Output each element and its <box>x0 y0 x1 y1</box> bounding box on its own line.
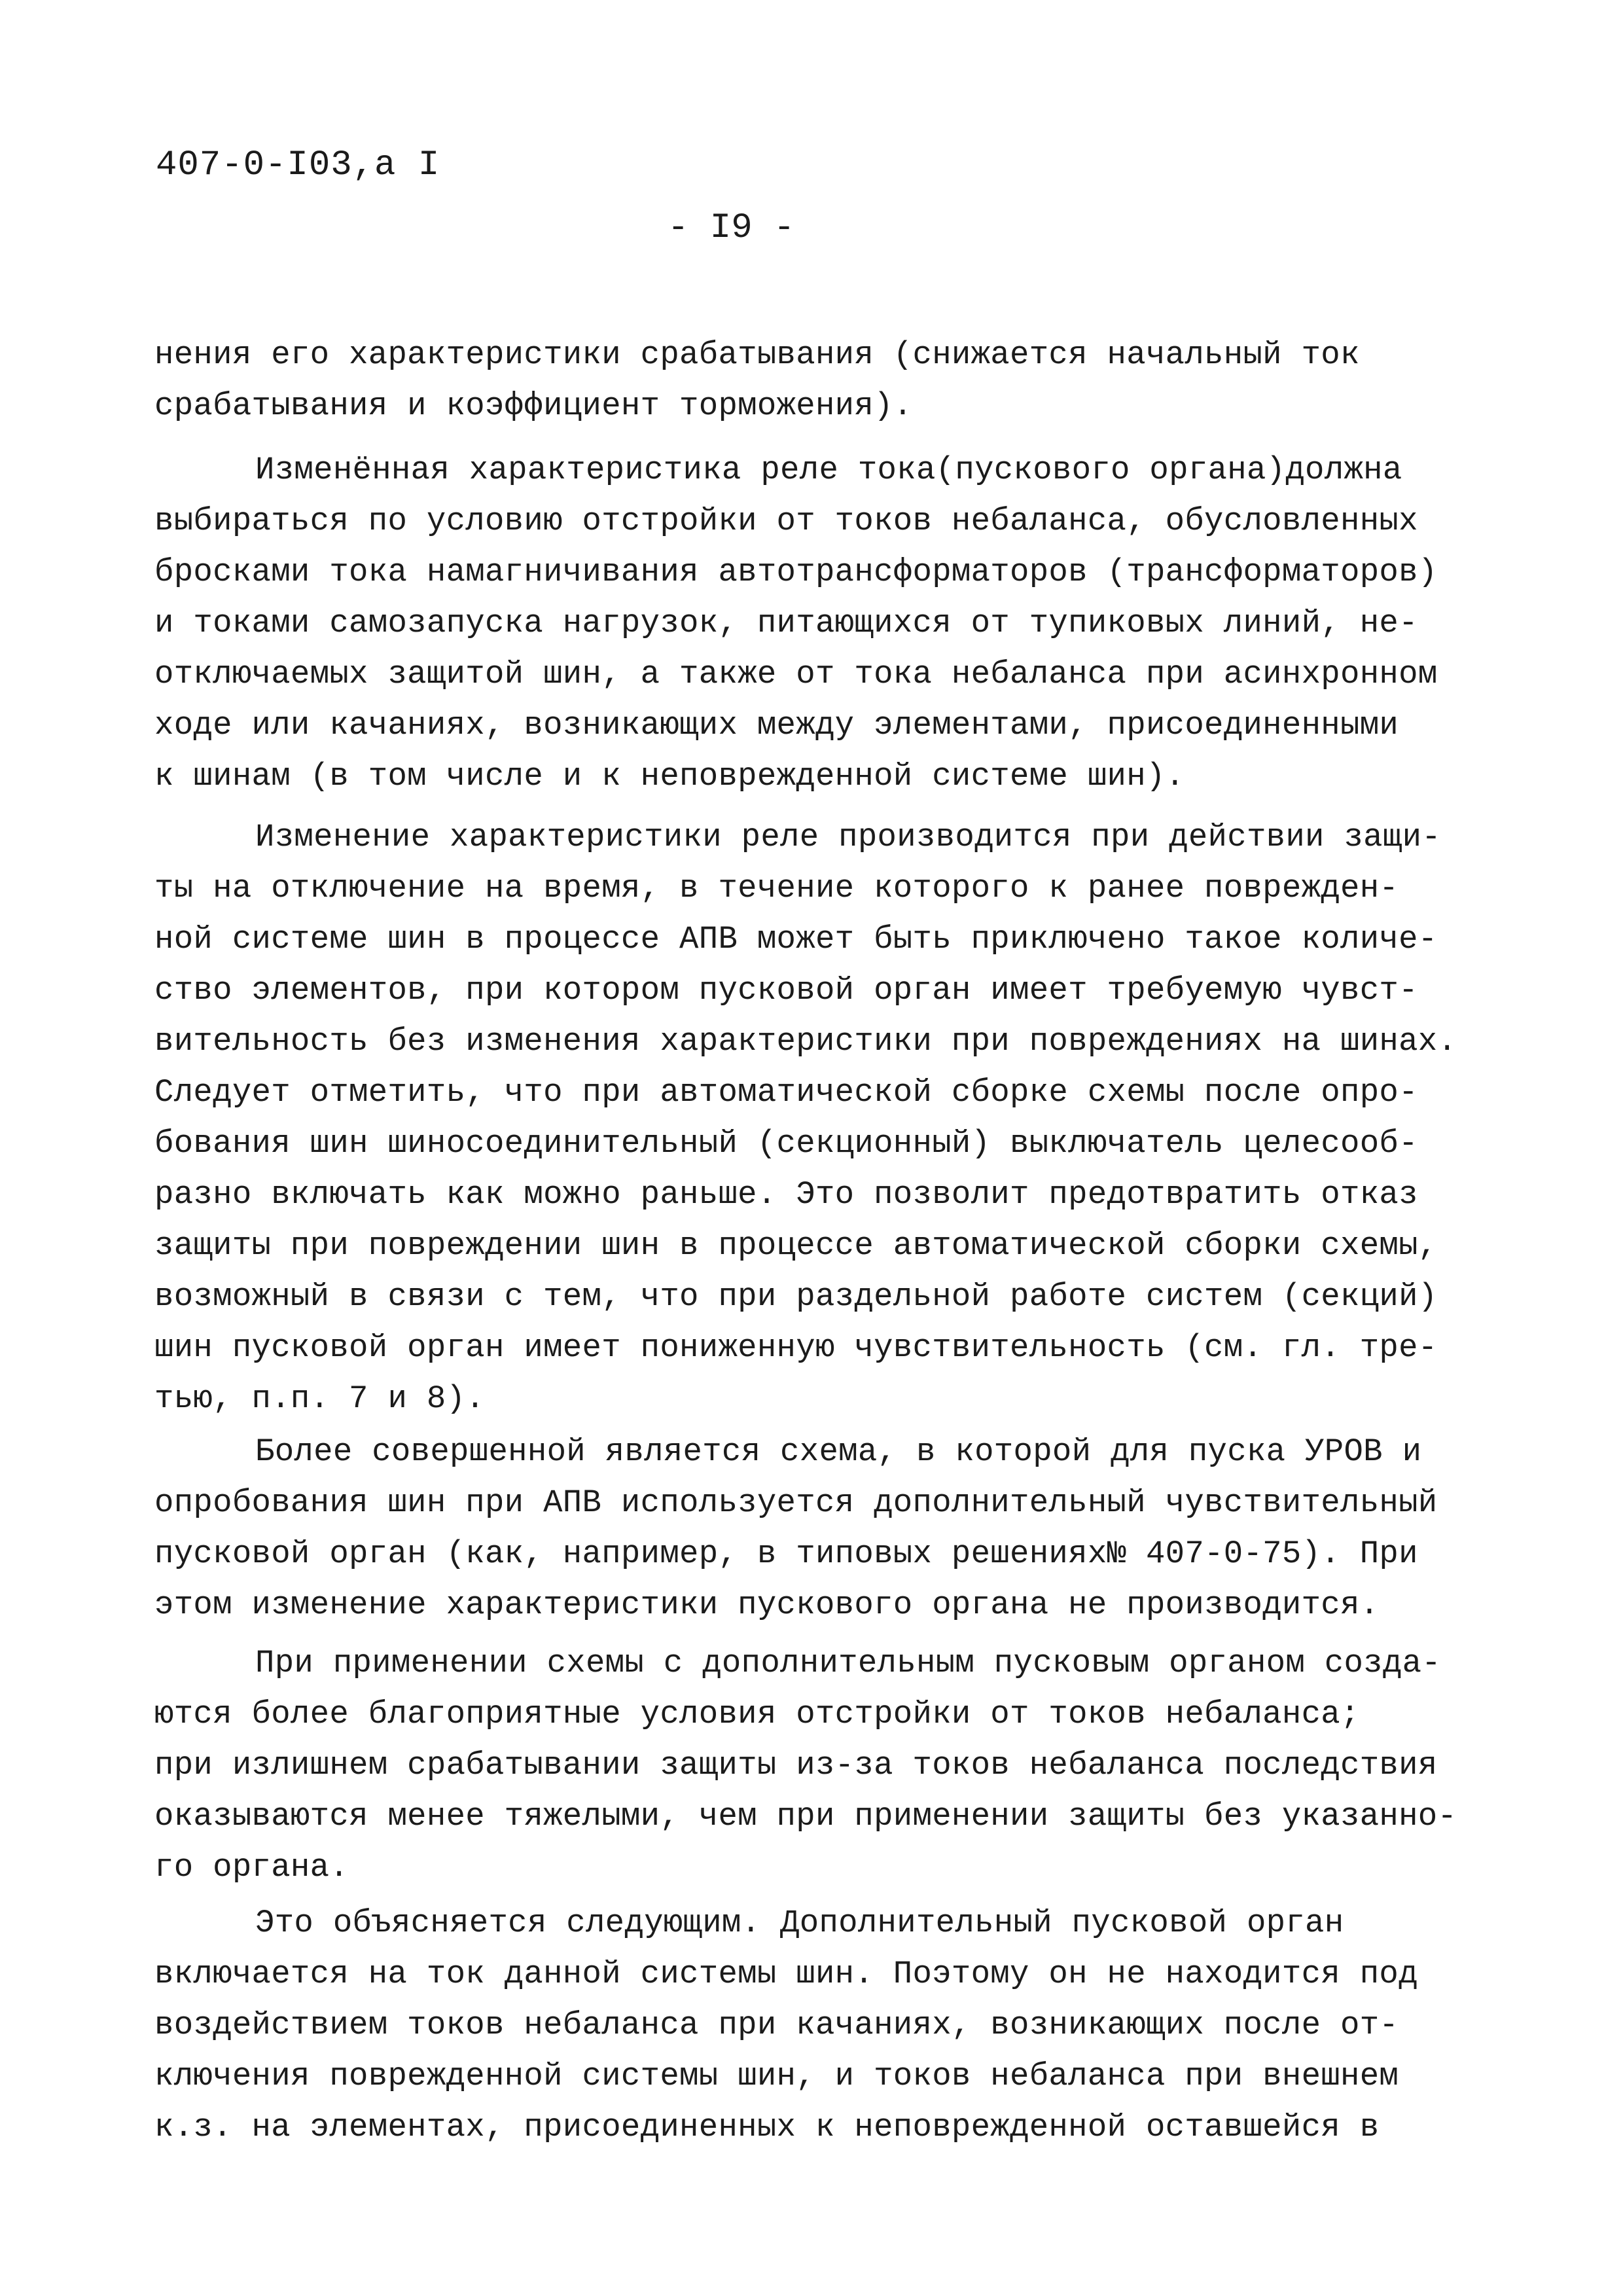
text-line: Более совершенной является схема, в которой для пуска УРОВ и <box>255 1433 1422 1470</box>
text-line: ходе или качаниях, возникающих между элементами, присоединенными <box>154 707 1399 744</box>
text-line: и токами самозапуска нагрузок, питающихся от тупиковых линий, не- <box>154 605 1418 641</box>
text-line: при излишнем срабатывании защиты из-за токов небаланса последствия <box>154 1747 1438 1784</box>
text-line: нения его характеристики срабатывания (снижается начальный ток <box>154 336 1360 373</box>
text-line: к шинам (в том числе и к неповрежденной системе шин). <box>154 758 1185 795</box>
text-line: опробования шин при АПВ используется дополнительный чувствительный <box>154 1484 1438 1521</box>
text-line: ключения поврежденной системы шин, и токов небаланса при внешнем <box>154 2058 1399 2094</box>
text-line: отключаемых защитой шин, а также от тока небаланса при асинхронном <box>154 656 1438 692</box>
text-line: этом изменение характеристики пускового органа не производится. <box>154 1587 1380 1623</box>
text-line: Это объясняется следующим. Дополнительный пусковой орган <box>255 1905 1344 1941</box>
text-line: Изменённая характеристика реле тока(пускового органа)должна <box>255 452 1402 488</box>
text-line: к.з. на элементах, присоединенных к неповрежденной оставшейся в <box>154 2109 1380 2145</box>
text-line: При применении схемы с дополнительным пусковым органом созда- <box>255 1645 1441 1681</box>
text-line: шин пусковой орган имеет пониженную чувствительность (см. гл. тре- <box>154 1329 1438 1366</box>
text-line: бования шин шиносоединительный (секционный) выключатель целесооб- <box>154 1125 1418 1162</box>
text-line: бросками тока намагничивания автотрансформаторов (трансформаторов) <box>154 554 1438 590</box>
text-line: оказываются менее тяжелыми, чем при применении защиты без указанно- <box>154 1798 1457 1835</box>
text-line: воздействием токов небаланса при качаниях, возникающих после от- <box>154 2007 1399 2043</box>
text-line: пусковой орган (как, например, в типовых решениях№ 407-0-75). При <box>154 1535 1418 1572</box>
text-line: Следует отметить, что при автоматической сборке схемы после опро- <box>154 1074 1418 1111</box>
page-number: - I9 - <box>668 208 795 248</box>
text-line: вительность без изменения характеристики при повреждениях на шинах. <box>154 1023 1457 1060</box>
text-line: ной системе шин в процессе АПВ может быть приключено такое количе- <box>154 921 1438 958</box>
text-line: Изменение характеристики реле производится при действии защи- <box>255 819 1441 855</box>
document-code: 407-0-I03,а I <box>156 145 440 185</box>
text-line: защиты при повреждении шин в процессе автоматической сборки схемы, <box>154 1227 1438 1264</box>
text-line: включается на ток данной системы шин. Поэтому он не находится под <box>154 1956 1418 1992</box>
text-line: ются более благоприятные условия отстройки от токов небаланса; <box>154 1696 1360 1732</box>
text-line: ты на отключение на время, в течение которого к ранее поврежден- <box>154 870 1399 906</box>
text-line: ство элементов, при котором пусковой орган имеет требуемую чувст- <box>154 972 1418 1009</box>
text-line: возможный в связи с тем, что при раздельной работе систем (секций) <box>154 1278 1438 1315</box>
text-line: срабатывания и коэффициент торможения). <box>154 387 913 424</box>
text-line: разно включать как можно раньше. Это позволит предотвратить отказ <box>154 1176 1418 1213</box>
text-line: го органа. <box>154 1849 349 1886</box>
text-line: тью, п.п. 7 и 8). <box>154 1380 485 1417</box>
text-line: выбираться по условию отстройки от токов небаланса, обусловленных <box>154 503 1418 539</box>
